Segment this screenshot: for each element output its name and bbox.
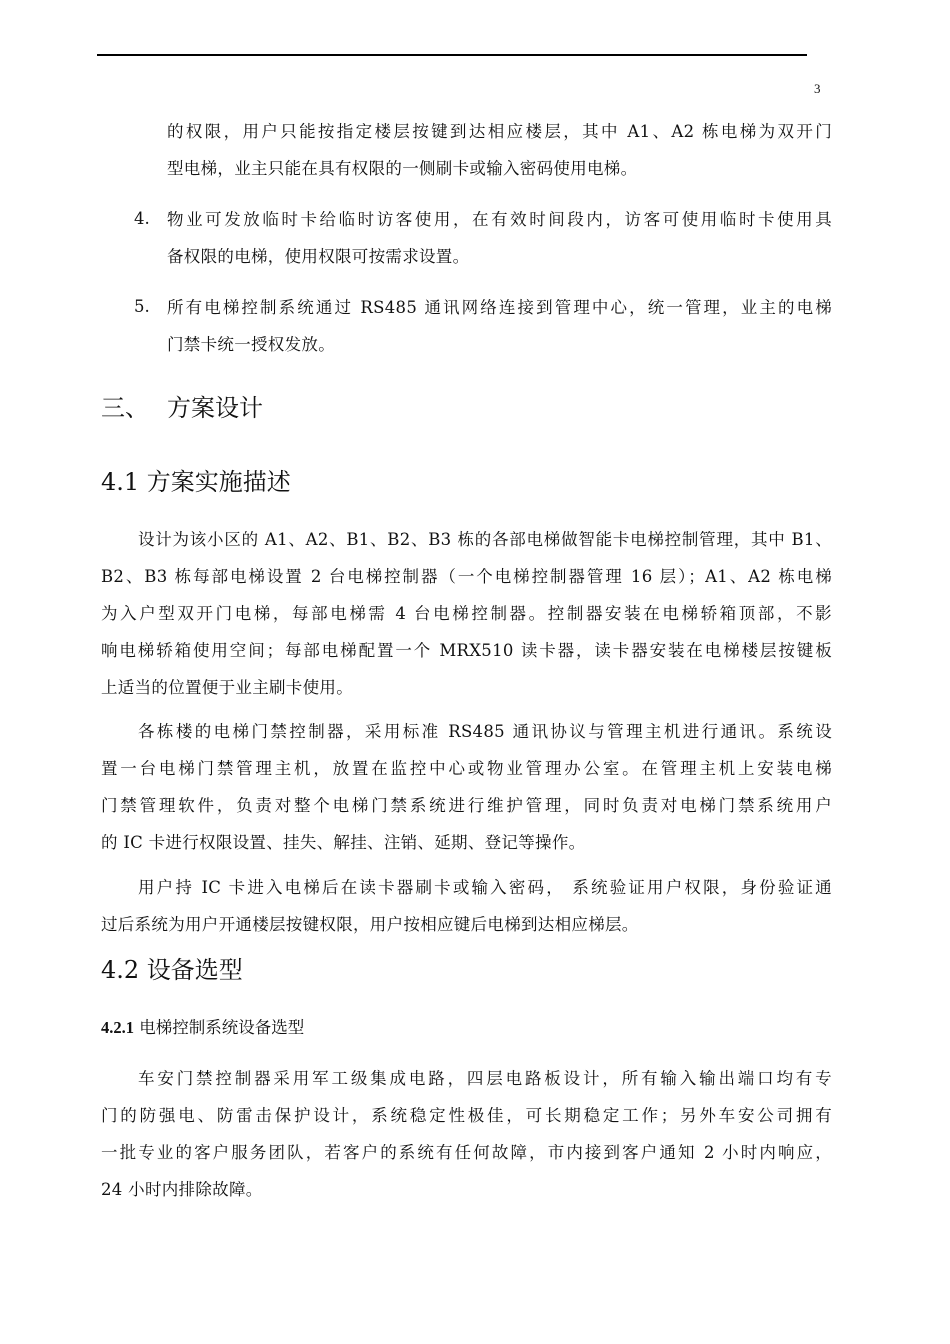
text-line: 型电梯，业主只能在具有权限的一侧刷卡或输入密码使用电梯。 xyxy=(167,159,638,178)
text-line: 设计为该小区的 A1、A2、B1、B2、B3 栋的各部电梯做智能卡电梯控制管理，其中 B1、 xyxy=(138,530,832,549)
paragraph xyxy=(101,869,832,943)
paragraph xyxy=(101,521,832,706)
text-line: 各栋楼的电梯门禁控制器，采用标准 RS485 通讯协议与管理主机进行通讯。系统设 xyxy=(138,722,832,741)
text-line: 物业可发放临时卡给临时访客使用，在有效时间段内，访客可使用临时卡使用具 xyxy=(167,210,832,229)
paragraph xyxy=(101,713,832,861)
text-line: 的 IC 卡进行权限设置、挂失、解挂、注销、延期、登记等操作。 xyxy=(101,833,586,852)
text-line: 用户持 IC 卡进入电梯后在读卡器刷卡或输入密码， 系统验证用户权限，身份验证通 xyxy=(138,878,832,897)
list-item xyxy=(167,201,832,275)
subsection-title: 电梯控制系统设备选型 xyxy=(139,1018,305,1037)
section-heading-4-2: 4.2 设备选型 xyxy=(101,956,243,984)
paragraph xyxy=(101,1060,832,1208)
text-line: 一批专业的客户服务团队，若客户的系统有任何故障，市内接到客户通知 2 小时内响应， xyxy=(101,1143,832,1162)
text-line: 备权限的电梯，使用权限可按需求设置。 xyxy=(167,247,470,266)
text-line: 响电梯轿箱使用空间；每部电梯配置一个 MRX510 读卡器，读卡器安装在电梯楼层按键板 xyxy=(101,641,832,660)
list-item-number: 5. xyxy=(134,297,150,316)
text-line: 车安门禁控制器采用军工级集成电路，四层电路板设计，所有输入输出端口均有专 xyxy=(138,1069,832,1088)
list-item-number: 4. xyxy=(134,209,150,228)
text-line: 门禁管理软件，负责对整个电梯门禁系统进行维护管理，同时负责对电梯门禁系统用户 xyxy=(101,796,832,815)
subsection-number: 4.2.1 xyxy=(101,1018,134,1037)
section-number: 三、 xyxy=(101,394,149,422)
page-number: 3 xyxy=(814,81,821,96)
section-heading-4-1: 4.1 方案实施描述 xyxy=(101,468,291,496)
list-item xyxy=(167,289,832,363)
section-title: 方案设计 xyxy=(167,394,263,422)
text-line: 所有电梯控制系统通过 RS485 通讯网络连接到管理中心，统一管理，业主的电梯 xyxy=(167,298,832,317)
list-item-continuation xyxy=(167,113,832,187)
text-line: 的权限，用户只能按指定楼层按键到达相应楼层，其中 A1、A2 栋电梯为双开门 xyxy=(167,122,832,141)
text-line: 为入户型双开门电梯，每部电梯需 4 台电梯控制器。控制器安装在电梯轿箱顶部，不影 xyxy=(101,604,832,623)
subsection-heading-4-2-1 xyxy=(101,1016,304,1040)
header-rule xyxy=(97,54,807,56)
text-line: 上适当的位置便于业主刷卡使用。 xyxy=(101,678,353,697)
text-line: 门的防强电、防雷击保护设计，系统稳定性极佳，可长期稳定工作；另外车安公司拥有 xyxy=(101,1106,832,1125)
text-line: 24 小时内排除故障。 xyxy=(101,1180,263,1199)
text-line: 置一台电梯门禁管理主机，放置在监控中心或物业管理办公室。在管理主机上安装电梯 xyxy=(101,759,832,778)
text-line: B2、B3 栋每部电梯设置 2 台电梯控制器（一个电梯控制器管理 16 层）；A1、A2 栋电梯 xyxy=(101,567,832,586)
text-line: 门禁卡统一授权发放。 xyxy=(167,335,335,354)
text-line: 过后系统为用户开通楼层按键权限，用户按相应键后电梯到达相应梯层。 xyxy=(101,915,639,934)
